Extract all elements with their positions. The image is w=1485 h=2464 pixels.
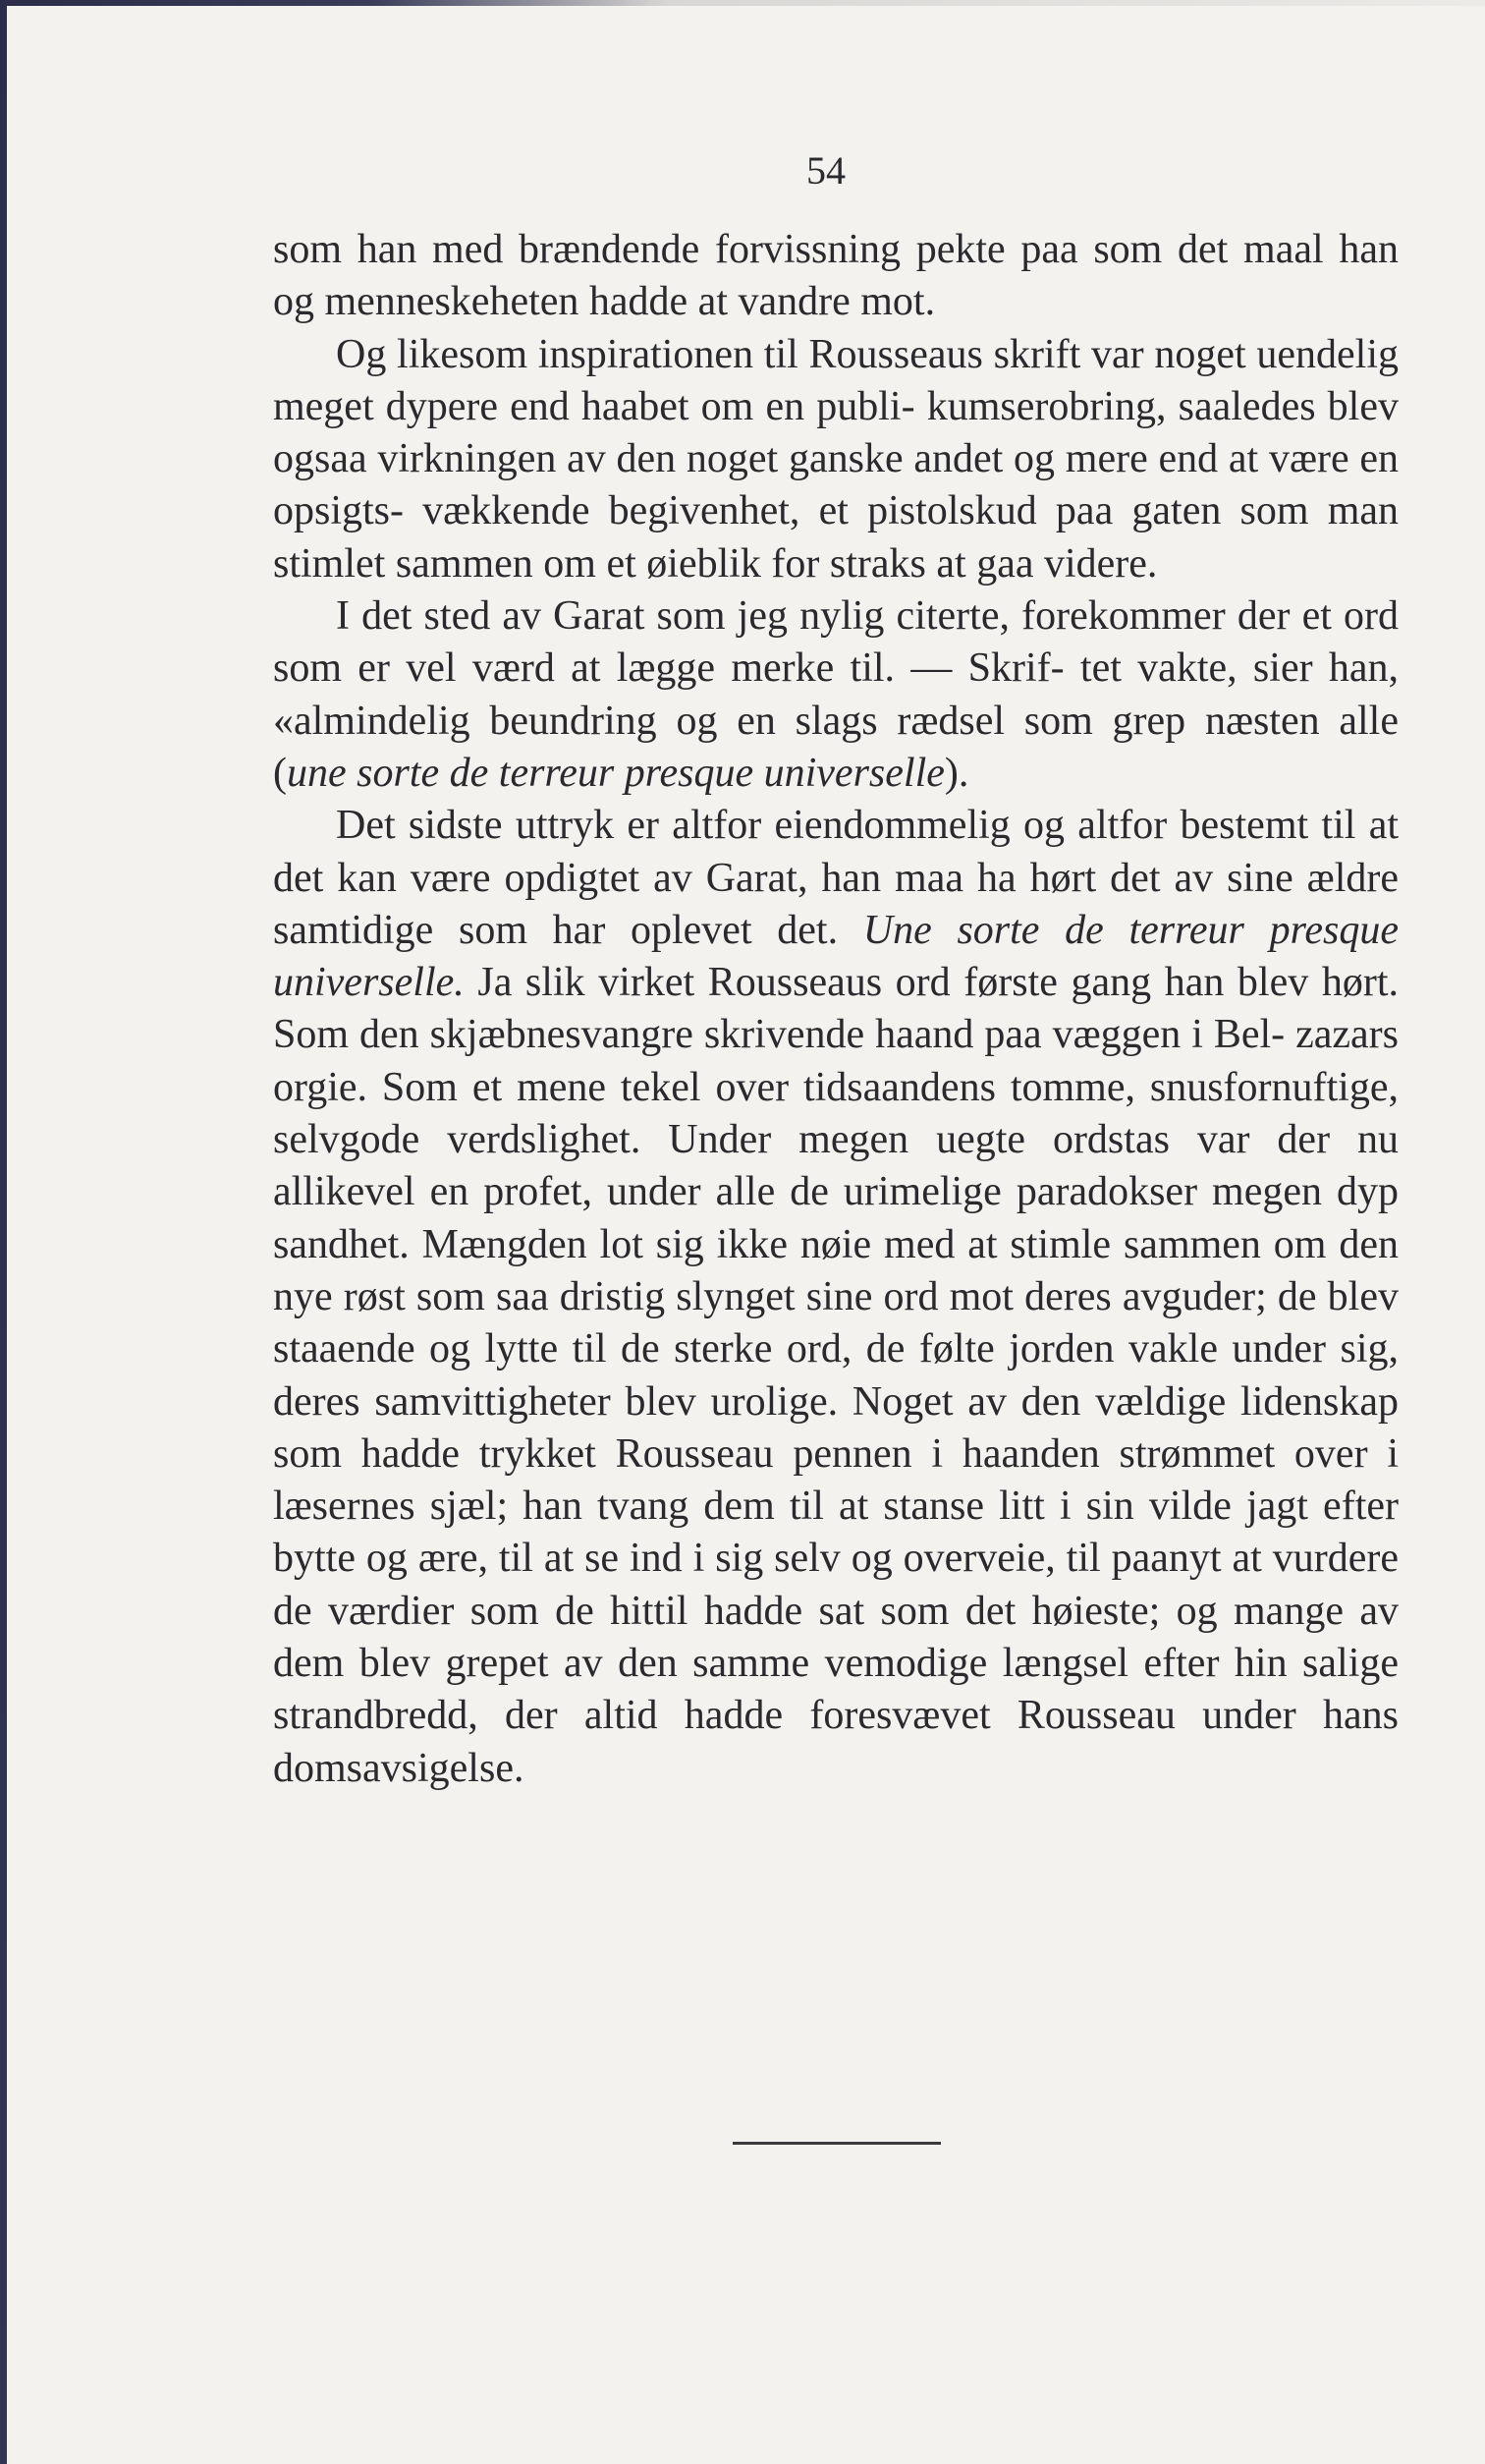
book-page	[273, 145, 1399, 1795]
scan-top-edge	[0, 0, 1485, 6]
paragraph-3-text: I det sted av Garat som jeg nylig citerte, forekommer der et ord som er vel værd at lægge merke til. — Skrif- tet vakte, sier han, «almindelig beundring og en slags rædsel som grep næsten alle (	[273, 593, 1399, 796]
paragraph-3-text-end: ).	[944, 750, 969, 796]
paragraph-4	[273, 800, 1399, 1795]
paragraph-1-text: som han med brændende forvissning pekte paa som det maal han og menneskeheten hadde at vandre mot.	[273, 227, 1399, 325]
paragraph-2	[273, 329, 1399, 590]
page-number: 54	[806, 148, 846, 193]
paragraph-3-italic-quote: une sorte de terreur presque universelle	[287, 750, 945, 796]
section-end-rule	[733, 2142, 941, 2145]
paragraph-4-text: Det sidste uttryk er altfor eiendommelig og altfor bestemt til at det kan være opdigtet av Garat, han maa ha hørt det av sine ældre samtidige som har oplevet det.	[273, 803, 1399, 953]
paragraph-1	[273, 224, 1399, 329]
paragraph-2-text: Og likesom inspirationen til Rousseaus skrift var noget uendelig meget dypere end haabet om en publi- kumserobring, saaledes blev ogsaa virkningen av den noget ganske andet og mere end at være en opsigts- vækkende begivenhet, et pistolskud paa gaten som man stimlet sammen om et øieblik for straks at gaa videre.	[273, 331, 1399, 587]
paragraph-4-italic-quote: Une sorte de terreur presque universelle.	[273, 907, 1399, 1006]
scan-left-edge	[0, 0, 7, 2464]
paragraph-3	[273, 590, 1399, 800]
paragraph-4-text-end: Ja slik virket Rousseaus ord første gang han blev hørt. Som den skjæbnesvangre skrivende haand paa væggen i Bel- zazars orgie. Som et mene tekel over tidsaandens tomme, snusfornuftige, selvgode verdslighet. Under megen uegte ordstas var der nu allikevel en profet, under alle de urimelige paradokser megen dyp sandhet. Mængden lot sig ikke nøie med at stimle sammen om den nye røst som saa dristig slynget sine ord mot deres avguder; de blev staaende og lytte til de sterke ord, de følte jorden vakle under sig, deres samvittigheter blev urolige. Noget av den vældige lidenskap som hadde trykket Rousseau pennen i haanden strømmet over i læsernes sjæl; han tvang dem til at stanse litt i sin vilde jagt efter bytte og ære, til at se ind i sig selv og overveie, til paanyt at vurdere de værdier som de hittil hadde sat som det høieste; og mange av dem blev grepet av den samme vemodige længsel efter hin salige strandbredd, der altid hadde foresvævet Rousseau under hans domsavsigelse.	[273, 960, 1399, 1791]
